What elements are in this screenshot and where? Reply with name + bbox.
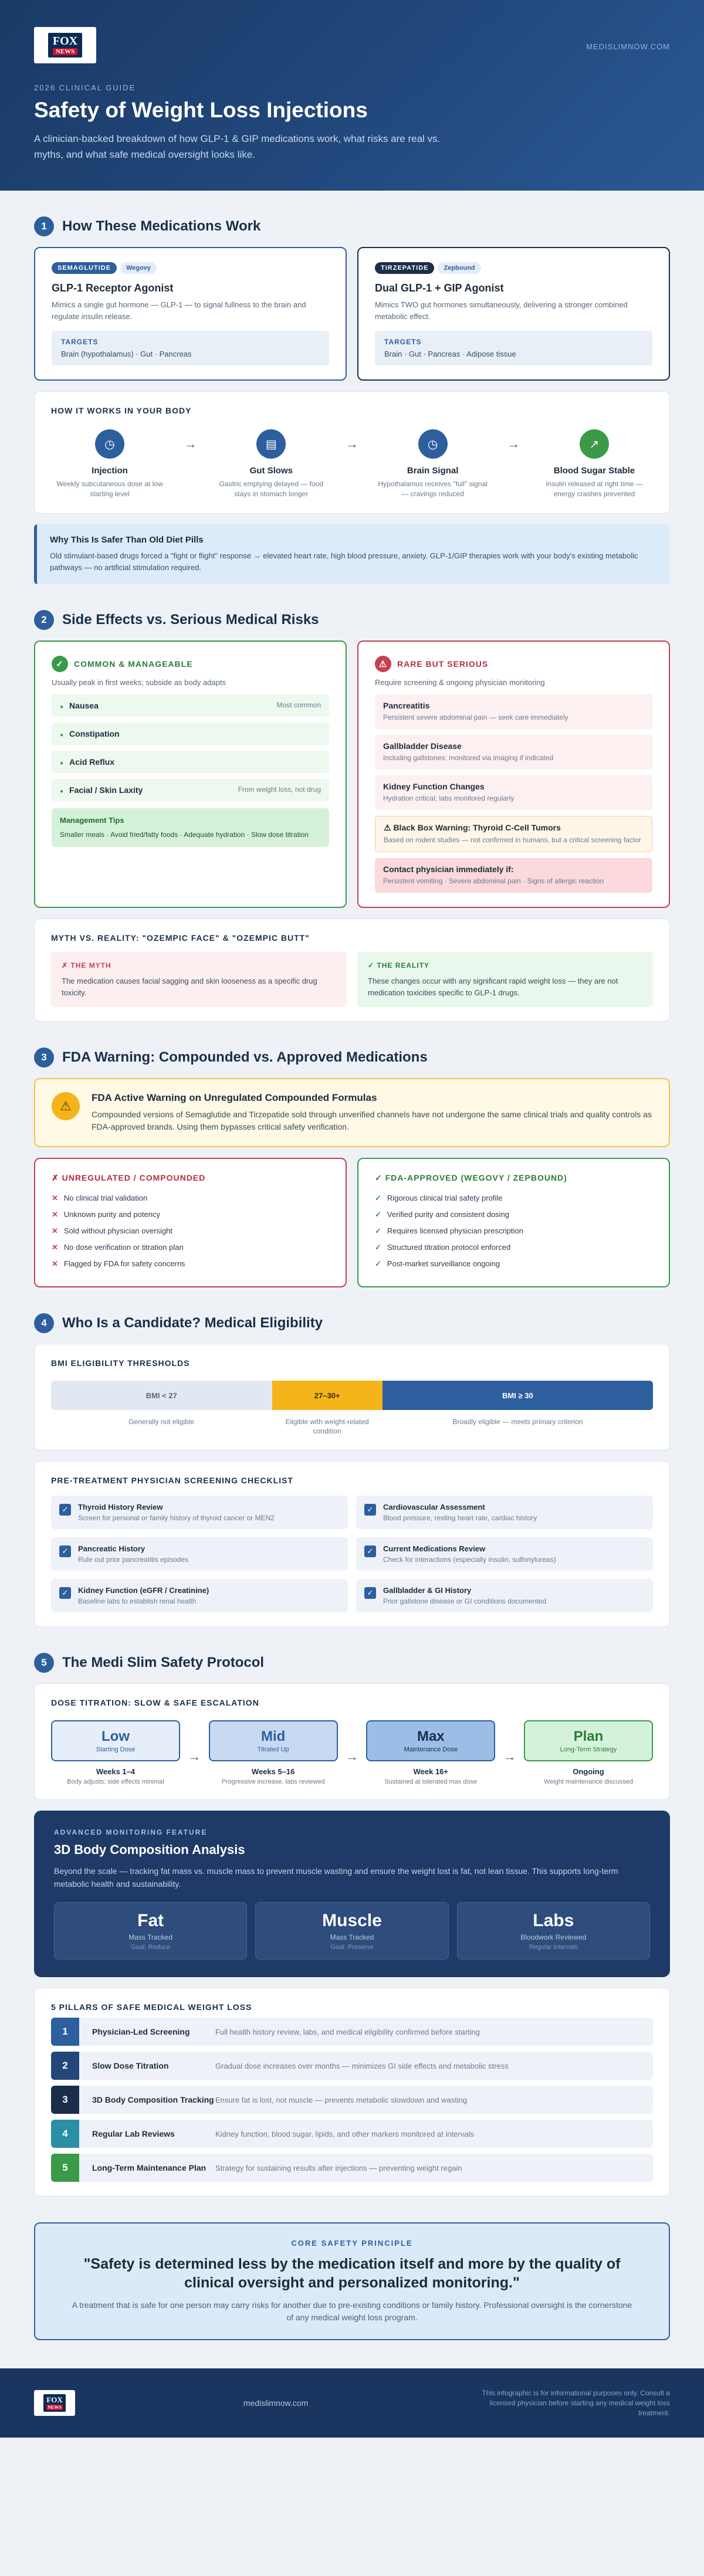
drug-name: GLP-1 Receptor Agonist xyxy=(52,282,174,294)
bmi-bar xyxy=(51,1381,653,1410)
panel-text: Beyond the scale — tracking fat mass vs. muscle mass to prevent muscle wasting and ensure the weight lost is fat, not lean tissue. This supports long-term metabolic health and sustainability. xyxy=(54,1866,618,1889)
bmi-segment: BMI < 27 xyxy=(51,1381,272,1410)
footer xyxy=(0,2368,704,2438)
myth-box: ✗ THE MYTH The medication causes facial sagging and skin looseness as a specific drug toxicity. xyxy=(51,952,347,1007)
metric-tile: Fat Mass Tracked Goal: Reduce xyxy=(54,1902,247,1960)
list-item: ✕ No dose verification or titration plan xyxy=(52,1239,329,1256)
section-number: 4 xyxy=(34,1313,54,1333)
black-box-warning: ⚠ Black Box Warning: Thyroid C-Cell Tumors Based on rodent studies — not confirmed in humans, but a critical screening factor xyxy=(375,816,652,852)
body-composition-panel xyxy=(34,1811,670,1977)
tirzepatide-card xyxy=(357,247,670,381)
core-principle-quote xyxy=(34,2222,670,2340)
site-link[interactable]: MEDISLIMNOW.COM xyxy=(586,42,670,51)
list-item: ✓ Structured titration protocol enforced xyxy=(375,1239,652,1256)
hero-kicker: 2026 CLINICAL GUIDE xyxy=(34,83,136,92)
myth-reality-card xyxy=(34,918,670,1022)
card-title: MYTH VS. REALITY: "OZEMPIC FACE" & "OZEMPIC BUTT" xyxy=(51,933,310,943)
step-brain: ◷ Brain Signal Hypothalamus receives "full" signal — cravings reduced xyxy=(374,429,492,499)
list-item: ✕ Unknown purity and potency xyxy=(52,1206,329,1223)
section-title: Side Effects vs. Serious Medical Risks xyxy=(62,612,319,628)
bmi-label: Generally not eligible xyxy=(128,1418,195,1426)
list-item: ● Nausea Most common xyxy=(52,694,329,717)
drug-pill: TIRZEPATIDE xyxy=(375,262,434,274)
fox-news-logo[interactable]: FOX NEWS xyxy=(34,27,96,63)
card-title: ✗ UNREGULATED / COMPOUNDED xyxy=(52,1173,206,1182)
section-number: 1 xyxy=(34,216,54,236)
titration-step: Max Maintenance Dose Week 16+ Sustained at tolerated max dose xyxy=(366,1720,495,1785)
list-item: ● Constipation xyxy=(52,723,329,745)
metric-tile: Labs Bloodwork Reviewed Regular Intervals xyxy=(457,1902,650,1960)
card-title: DOSE TITRATION: SLOW & SAFE ESCALATION xyxy=(51,1698,259,1707)
card-title: BMI ELIGIBILITY THRESHOLDS xyxy=(51,1358,190,1368)
bmi-segment: BMI ≥ 30 xyxy=(383,1381,653,1410)
targets-box xyxy=(375,331,652,365)
callout-title: Why This Is Safer Than Old Diet Pills xyxy=(50,535,204,545)
list-item: ✓ Post-market surveillance ongoing xyxy=(375,1256,652,1272)
arrow-icon: → xyxy=(345,436,358,451)
hero-subtitle: A clinician-backed breakdown of how GLP-1 & GIP medications work, what risks are real vs. myths, and what safe medical oversight looks like. xyxy=(34,133,441,160)
targets-label: TARGETS xyxy=(61,338,99,346)
section-title: The Medi Slim Safety Protocol xyxy=(62,1655,265,1670)
brand-pill: Wegovy xyxy=(120,262,157,274)
card-title: HOW IT WORKS IN YOUR BODY xyxy=(51,406,192,415)
step-blood-sugar: ↗ Blood Sugar Stable Insulin released at right time — energy crashes prevented xyxy=(536,429,653,499)
titration-card xyxy=(34,1683,670,1800)
rare-risks-card xyxy=(357,640,670,908)
pillar-item: 2 Slow Dose Titration Gradual dose increases over months — minimizes GI side effects and metabolic stress xyxy=(51,2052,653,2080)
hero-header xyxy=(0,0,704,191)
section-title: How These Medications Work xyxy=(62,218,261,234)
common-effects-card xyxy=(34,640,347,908)
clock-icon: ◷ xyxy=(95,429,124,459)
warning-icon: ⚠ xyxy=(375,656,391,672)
management-tips: Management Tips Smaller meals · Avoid fried/fatty foods · Adequate hydration · Slow dose titration xyxy=(52,808,329,847)
drug-pill: SEMAGLUTIDE xyxy=(52,262,117,274)
compounded-card xyxy=(34,1158,347,1287)
bmi-label: Eligible with weight-related condition xyxy=(285,1418,369,1435)
footer-link[interactable]: medislimnow.com xyxy=(243,2398,309,2408)
panel-kicker: ADVANCED MONITORING FEATURE xyxy=(54,1828,208,1836)
footer-disclaimer: This infographic is for informational purposes only. Consult a licensed physician before starting any medical weight loss treatment. xyxy=(482,2388,670,2417)
section-number: 5 xyxy=(34,1653,54,1673)
how-it-works-card xyxy=(34,391,670,514)
stomach-icon: ▤ xyxy=(256,429,286,459)
targets-label: TARGETS xyxy=(384,338,422,346)
checklist-item: ✓ Gallbladder & GI History Prior gallstone disease or GI conditions documented xyxy=(356,1579,653,1612)
titration-step: Plan Long-Term Strategy Ongoing Weight maintenance discussed xyxy=(524,1720,653,1785)
contact-physician: Contact physician immediately if: Persistent vomiting · Severe abdominal pain · Signs of allergic reaction xyxy=(375,858,652,893)
screening-checklist-card xyxy=(34,1461,670,1627)
drug-desc: Mimics a single gut hormone — GLP-1 — to signal fullness to the brain and regulate insulin release. xyxy=(52,300,306,321)
targets-value: Brain (hypothalamus) · Gut · Pancreas xyxy=(61,350,192,358)
fox-news-logo[interactable]: FOX NEWS xyxy=(34,2390,75,2416)
warning-icon: ⚠ xyxy=(52,1092,80,1120)
section-2-header xyxy=(34,610,670,630)
step-injection: ◷ Injection Weekly subcutaneous dose at low starting level xyxy=(51,429,168,499)
card-title: RARE BUT SERIOUS xyxy=(397,659,489,669)
list-item: Pancreatitis Persistent severe abdominal pain — seek care immediately xyxy=(375,694,652,729)
drug-desc: Mimics TWO gut hormones simultaneously, delivering a stronger combined metabolic effect. xyxy=(375,300,628,321)
callout-text: Old stimulant-based drugs forced a "fight or flight" response → elevated heart rate, high blood pressure, anxiety. GLP-1/GIP therapies work with your body's existing metabolic pathways — no artificial stimulation required. xyxy=(50,551,638,572)
list-item: ✕ Sold without physician oversight xyxy=(52,1223,329,1239)
list-item: ✕ No clinical trial validation xyxy=(52,1190,329,1206)
checklist-item: ✓ Pancreatic History Rule out prior pancreatitis episodes xyxy=(51,1537,348,1571)
section-3-header xyxy=(34,1048,670,1067)
section-1-header xyxy=(34,216,670,236)
titration-step: Mid Titrated Up Weeks 5–16 Progressive increase, labs reviewed xyxy=(209,1720,338,1785)
metric-tile: Muscle Mass Tracked Goal: Preserve xyxy=(255,1902,448,1960)
card-title: PRE-TREATMENT PHYSICIAN SCREENING CHECKLIST xyxy=(51,1476,293,1485)
section-title: FDA Warning: Compounded vs. Approved Medications xyxy=(62,1049,428,1065)
safer-callout xyxy=(34,524,670,584)
pillar-item: 1 Physician-Led Screening Full health history review, labs, and medical eligibility confirmed before starting xyxy=(51,2018,653,2046)
panel-title: 3D Body Composition Analysis xyxy=(54,1842,245,1857)
check-icon: ✓ xyxy=(52,656,68,672)
card-sub: Require screening & ongoing physician monitoring xyxy=(375,678,545,687)
arrow-icon: → xyxy=(507,436,520,451)
targets-box xyxy=(52,331,329,365)
bmi-label: Broadly eligible — meets primary criterion xyxy=(452,1418,583,1426)
pillar-item: 5 Long-Term Maintenance Plan Strategy for sustaining results after injections — preventing weight regain xyxy=(51,2154,653,2182)
card-sub: Usually peak in first weeks; subside as body adapts xyxy=(52,678,226,687)
card-title: COMMON & MANAGEABLE xyxy=(74,659,193,669)
bmi-card xyxy=(34,1344,670,1450)
list-item: ✕ Flagged by FDA for safety concerns xyxy=(52,1256,329,1272)
card-title: ✓ FDA-APPROVED (WEGOVY / ZEPBOUND) xyxy=(375,1173,567,1182)
list-item: Gallbladder Disease Including gallstones; monitored via imaging if indicated xyxy=(375,735,652,770)
section-title: Who Is a Candidate? Medical Eligibility xyxy=(62,1315,323,1331)
pillar-item: 3 3D Body Composition Tracking Ensure fat is lost, not muscle — prevents metabolic slowdown and wasting xyxy=(51,2086,653,2114)
reality-box: ✓ THE REALITY These changes occur with any significant rapid weight loss — they are not medication toxicities specific to GLP-1 drugs. xyxy=(357,952,653,1007)
trend-icon: ↗ xyxy=(580,429,609,459)
section-5-header xyxy=(34,1653,670,1673)
targets-value: Brain · Gut · Pancreas · Adipose tissue xyxy=(384,350,516,358)
list-item: ● Acid Reflux xyxy=(52,751,329,773)
list-item: ✓ Verified purity and consistent dosing xyxy=(375,1206,652,1223)
page-title: Safety of Weight Loss Injections xyxy=(34,98,368,122)
checklist-item: ✓ Thyroid History Review Screen for personal or family history of thyroid cancer or MEN2 xyxy=(51,1496,348,1529)
section-number: 3 xyxy=(34,1048,54,1067)
arrow-icon: → xyxy=(345,1748,358,1764)
brand-pill: Zepbound xyxy=(438,262,480,274)
quote-kicker: CORE SAFETY PRINCIPLE xyxy=(291,2239,413,2248)
quote-sub: A treatment that is safe for one person may carry risks for another due to pre-existing conditions or family history. Professional oversight is the cornerstone of any medical weight loss program. xyxy=(72,2300,632,2322)
arrow-icon: → xyxy=(184,436,197,451)
arrow-icon: → xyxy=(188,1748,201,1764)
section-4-header xyxy=(34,1313,670,1333)
bmi-segment: 27–30+ xyxy=(272,1381,383,1410)
list-item: ✓ Rigorous clinical trial safety profile xyxy=(375,1190,652,1206)
arrow-icon: → xyxy=(503,1748,516,1764)
quote-text: "Safety is determined less by the medication itself and more by the quality of clinical oversight and personalized monitoring." xyxy=(83,2256,621,2291)
card-title: 5 PILLARS OF SAFE MEDICAL WEIGHT LOSS xyxy=(51,2002,252,2012)
fda-approved-card xyxy=(357,1158,670,1287)
step-gut: ▤ Gut Slows Gastric emptying delayed — food stays in stomach longer xyxy=(212,429,330,499)
semaglutide-card xyxy=(34,247,347,381)
pillar-item: 4 Regular Lab Reviews Kidney function, blood sugar, lipids, and other markers monitored at intervals xyxy=(51,2120,653,2148)
checklist-item: ✓ Kidney Function (eGFR / Creatinine) Baseline labs to establish renal health xyxy=(51,1579,348,1612)
list-item: ● Facial / Skin Laxity From weight loss, not drug xyxy=(52,779,329,801)
list-item: ✓ Requires licensed physician prescription xyxy=(375,1223,652,1239)
fda-warning: ⚠ FDA Active Warning on Unregulated Compounded Formulas Compounded versions of Semaglutide and Tirzepatide sold through unverified channels have not undergone the same clinical trials and quality controls as FDA-approved brands. Using them bypasses critical safety verification. xyxy=(34,1078,670,1147)
checklist-item: ✓ Current Medications Review Check for interactions (especially insulin, sulfonylureas) xyxy=(356,1537,653,1571)
section-number: 2 xyxy=(34,610,54,630)
pillars-card xyxy=(34,1988,670,2197)
list-item: Kidney Function Changes Hydration critical; labs monitored regularly xyxy=(375,775,652,810)
checklist-item: ✓ Cardiovascular Assessment Blood pressure, resting heart rate, cardiac history xyxy=(356,1496,653,1529)
brain-icon: ◷ xyxy=(418,429,448,459)
titration-step: Low Starting Dose Weeks 1–4 Body adjusts; side effects minimal xyxy=(51,1720,180,1785)
drug-name: Dual GLP-1 + GIP Agonist xyxy=(375,282,504,294)
